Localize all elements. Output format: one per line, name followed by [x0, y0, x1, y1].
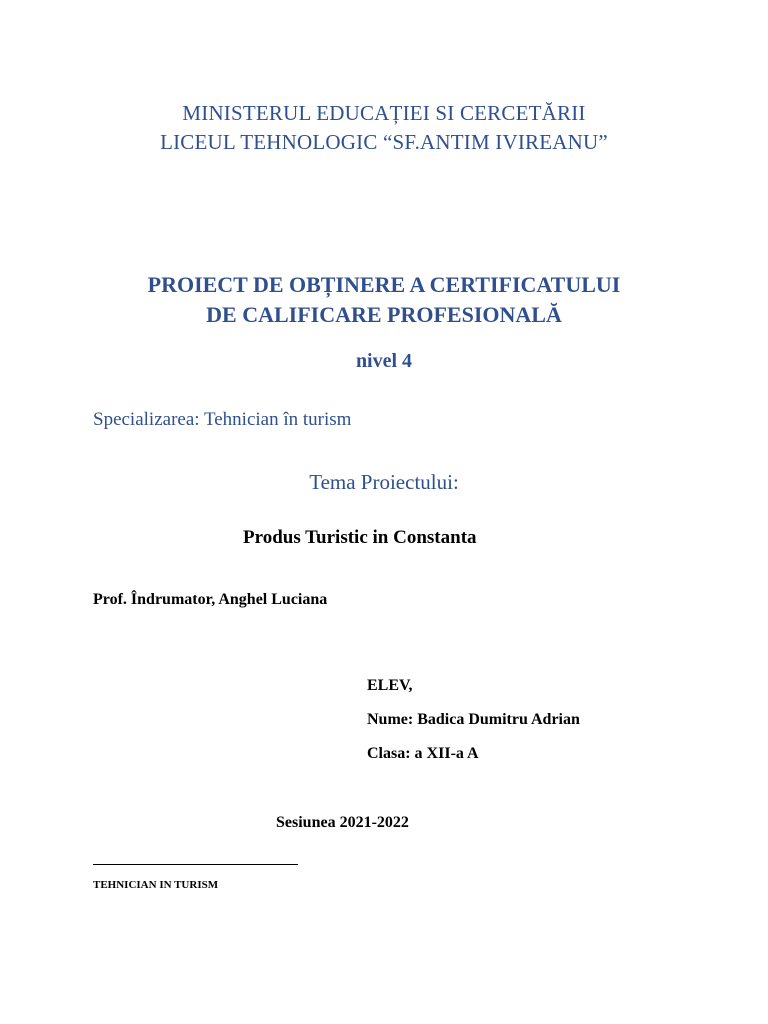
level-label: nivel 4	[355, 350, 413, 372]
student-name: Nume: Badica Dumitru Adrian	[367, 711, 580, 728]
school-heading: LICEUL TEHNOLOGIC “SF.ANTIM IVIREANU”	[160, 130, 608, 154]
theme-title: Produs Turistic in Constanta	[243, 527, 477, 548]
footer-divider	[93, 864, 298, 865]
theme-heading: Tema Proiectului:	[309, 470, 459, 494]
specialization-label: Specializarea: Tehnician în turism	[93, 409, 352, 430]
coordinator-label: Prof. Îndrumator, Anghel Luciana	[93, 591, 328, 608]
student-label: ELEV,	[367, 677, 413, 694]
project-title-line-2: DE CALIFICARE PROFESIONALĂ	[206, 302, 562, 327]
session-label: Sesiunea 2021-2022	[276, 814, 409, 831]
project-title-line-1: PROIECT DE OBȚINERE A CERTIFICATULUI	[147, 272, 621, 297]
student-class: Clasa: a XII-a A	[367, 745, 479, 762]
footer-text: TEHNICIAN IN TURISM	[93, 879, 219, 891]
ministry-heading: MINISTERUL EDUCAȚIEI SI CERCETĂRII	[182, 101, 586, 125]
